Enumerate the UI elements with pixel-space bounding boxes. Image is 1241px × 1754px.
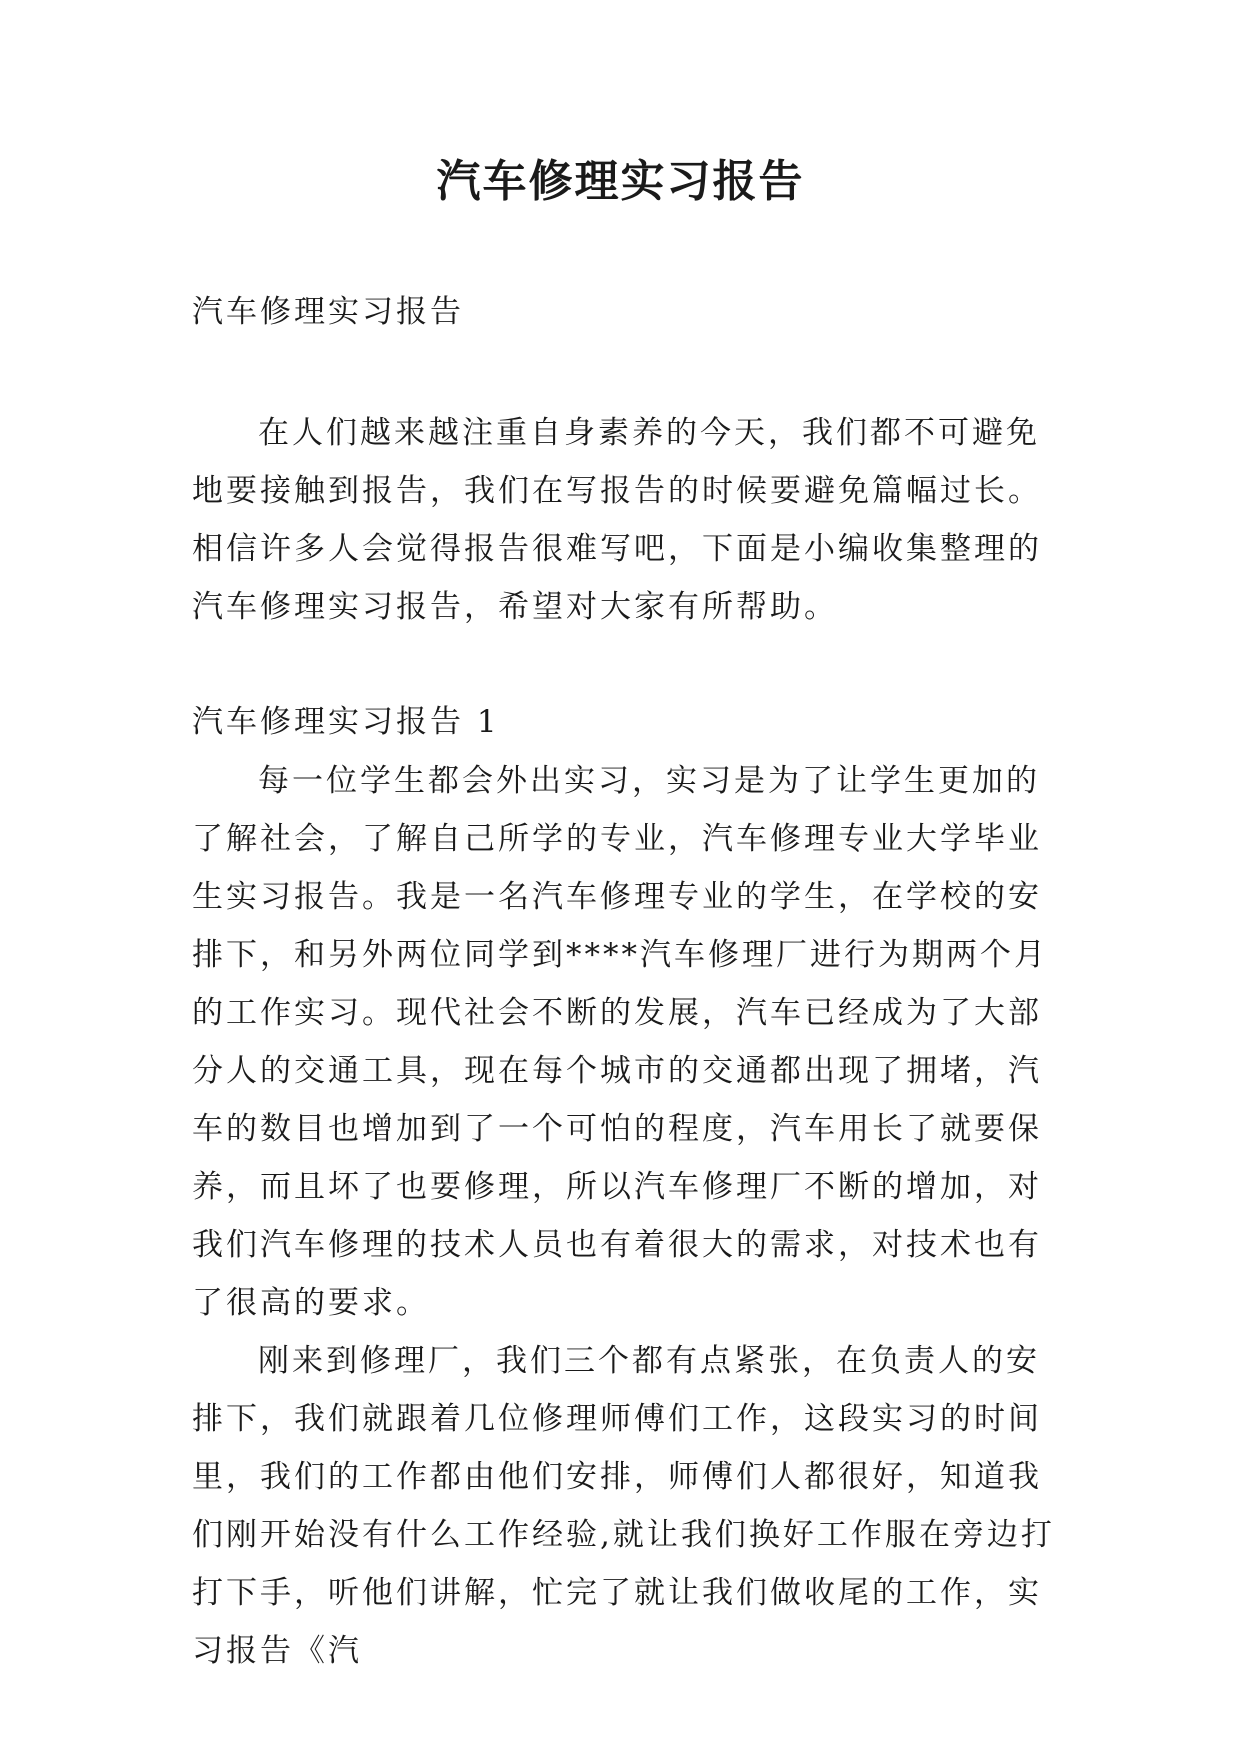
body-paragraph-2: 刚来到修理厂，我们三个都有点紧张，在负责人的安排下，我们就跟着几位修理师傅们工作，这段实习的时间里，我们的工作都由他们安排，师傅们人都很好，知道我们刚开始没有什么工作经验,就让我们换好工作服在旁边打打下手，听他们讲解，忙完了就让我们做收尾的工作，实习报告《汽 bbox=[192, 1343, 1055, 1669]
document-title: 汽车修理实习报告 bbox=[436, 156, 805, 207]
section-heading: 汽车修理实习报告 1 bbox=[192, 704, 500, 740]
intro-paragraph: 在人们越来越注重自身素养的今天，我们都不可避免地要接触到报告，我们在写报告的时候要避免篇幅过长。相信许多人会觉得报告很难写吧，下面是小编收集整理的汽车修理实习报告，希望对大家有所帮助。 bbox=[192, 415, 1042, 625]
section-body bbox=[192, 752, 1072, 1680]
body-paragraph-1: 每一位学生都会外出实习，实习是为了让学生更加的了解社会，了解自己所学的专业，汽车修理专业大学毕业生实习报告。我是一名汽车修理专业的学生，在学校的安排下，和另外两位同学到****汽车修理厂进行为期两个月的工作实习。现代社会不断的发展，汽车已经成为了大部分人的交通工具，现在每个城市的交通都出现了拥堵，汽车的数目也增加到了一个可怕的程度，汽车用长了就要保养，而且坏了也要修理，所以汽车修理厂不断的增加，对我们汽车修理的技术人员也有着很大的需求，对技术也有了很高的要求。 bbox=[192, 763, 1048, 1321]
document-subtitle: 汽车修理实习报告 bbox=[192, 294, 464, 330]
